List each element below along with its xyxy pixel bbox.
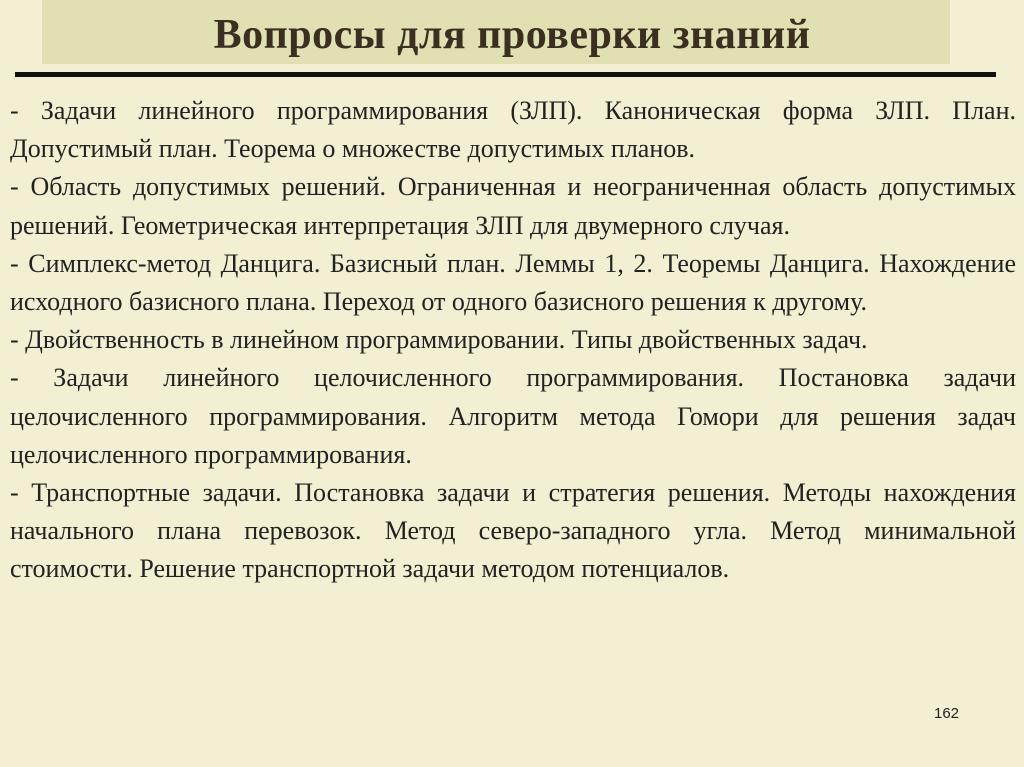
question-item: - Двойственность в линейном программировании. Типы двойственных задач. <box>10 325 868 355</box>
question-item: - Задачи линейного целочисленного программирования. Постановка задачи целочисленного программирования. Алгоритм метода Гомори для решения задач целочисленного программирования. <box>10 363 1016 469</box>
question-item: - Область допустимых решений. Ограниченная и неограниченная область допустимых решений. Геометрическая интерпретация ЗЛП для двумерного случая. <box>10 172 1016 240</box>
page-number: 162 <box>934 705 960 722</box>
title-divider <box>15 72 996 77</box>
slide-title: Вопросы для проверки знаний <box>213 12 811 58</box>
question-item: - Задачи линейного программирования (ЗЛП). Каноническая форма ЗЛП. План. Допустимый план. Теорема о множестве допустимых планов. <box>10 96 1016 164</box>
question-item: - Транспортные задачи. Постановка задачи и стратегия решения. Методы нахождения начального плана перевозок. Метод северо-западного угла. Метод минимальной стоимости. Решение транспортной задачи методом потенциалов. <box>10 478 1016 584</box>
question-item: - Симплекс-метод Данцига. Базисный план. Леммы 1, 2. Теоремы Данцига. Нахождение исходного базисного плана. Переход от одного базисного решения к другому. <box>10 248 1016 317</box>
questions-list <box>10 92 1016 589</box>
